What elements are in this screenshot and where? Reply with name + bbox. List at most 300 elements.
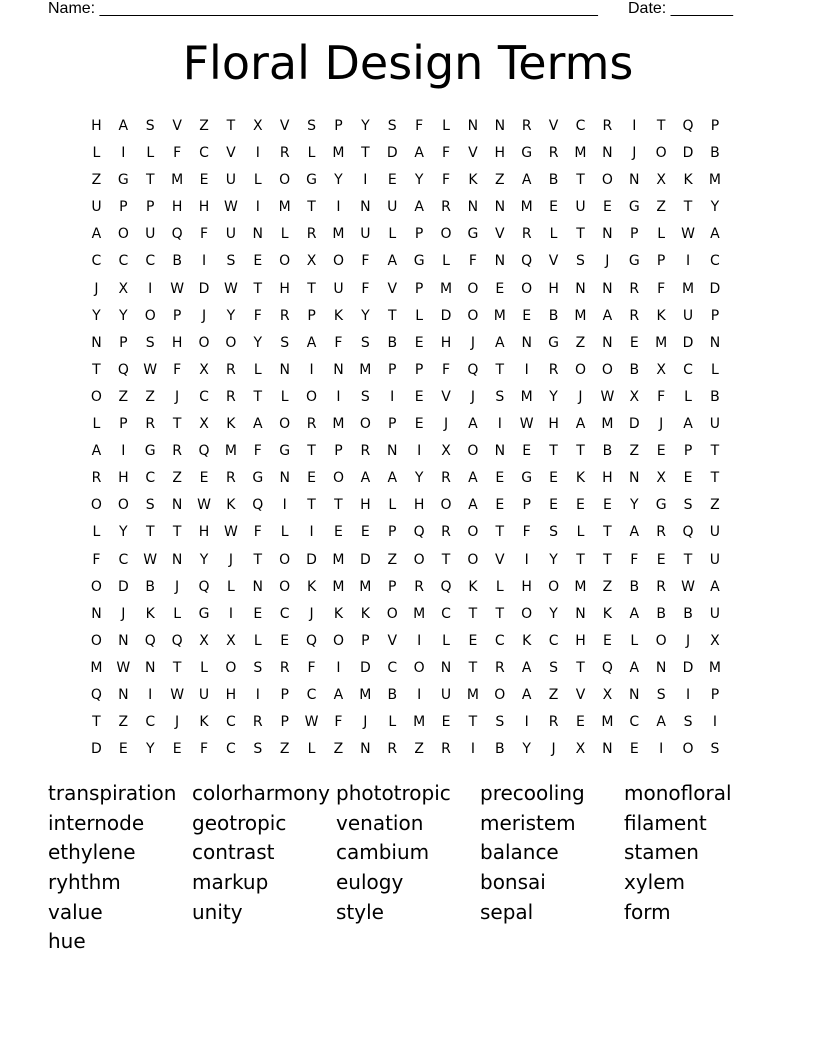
- grid-letter[interactable]: R: [360, 443, 371, 460]
- grid-letter[interactable]: W: [143, 361, 158, 378]
- grid-letter[interactable]: X: [199, 632, 209, 649]
- grid-letter[interactable]: R: [279, 145, 290, 162]
- grid-letter[interactable]: O: [279, 578, 291, 595]
- grid-letter[interactable]: O: [332, 253, 344, 270]
- grid-letter[interactable]: U: [198, 686, 210, 703]
- grid-letter[interactable]: B: [602, 443, 613, 460]
- grid-letter[interactable]: J: [175, 714, 180, 731]
- grid-letter[interactable]: R: [656, 524, 667, 541]
- grid-letter[interactable]: I: [228, 605, 233, 622]
- grid-letter[interactable]: F: [657, 388, 666, 405]
- grid-letter[interactable]: V: [575, 686, 586, 703]
- grid-letter[interactable]: I: [255, 686, 260, 703]
- grid-letter[interactable]: Q: [198, 578, 210, 595]
- grid-letter[interactable]: I: [712, 714, 717, 731]
- grid-letter[interactable]: Q: [467, 361, 479, 378]
- grid-letter[interactable]: R: [306, 226, 317, 243]
- grid-letter[interactable]: I: [121, 443, 126, 460]
- grid-letter[interactable]: K: [602, 605, 612, 622]
- grid-letter[interactable]: R: [306, 416, 317, 433]
- grid-letter[interactable]: I: [524, 714, 529, 731]
- grid-letter[interactable]: E: [629, 741, 639, 758]
- grid-letter[interactable]: R: [91, 470, 102, 487]
- grid-letter[interactable]: E: [629, 334, 639, 351]
- grid-letter[interactable]: R: [172, 443, 182, 460]
- grid-letter[interactable]: C: [118, 253, 129, 270]
- grid-letter[interactable]: U: [440, 686, 452, 703]
- grid-letter[interactable]: J: [470, 334, 475, 351]
- grid-letter[interactable]: M: [359, 686, 372, 703]
- grid-letter[interactable]: P: [414, 226, 424, 243]
- grid-letter[interactable]: O: [279, 551, 291, 568]
- grid-letter[interactable]: W: [681, 578, 695, 595]
- grid-letter[interactable]: B: [683, 605, 693, 622]
- grid-letter[interactable]: A: [602, 307, 613, 324]
- grid-letter[interactable]: O: [574, 361, 586, 378]
- grid-letter[interactable]: Z: [495, 172, 505, 189]
- grid-letter[interactable]: J: [685, 632, 691, 649]
- grid-letter[interactable]: E: [387, 172, 397, 189]
- grid-letter[interactable]: E: [602, 199, 612, 216]
- grid-letter[interactable]: I: [336, 199, 341, 216]
- grid-letter[interactable]: O: [90, 388, 102, 405]
- grid-letter[interactable]: S: [387, 118, 397, 134]
- grid-letter[interactable]: K: [306, 578, 317, 595]
- grid-letter[interactable]: N: [602, 145, 613, 162]
- grid-letter[interactable]: C: [226, 714, 236, 731]
- grid-letter[interactable]: E: [602, 632, 612, 649]
- grid-letter[interactable]: Z: [548, 686, 559, 703]
- grid-letter[interactable]: R: [494, 659, 505, 676]
- grid-letter[interactable]: S: [145, 497, 155, 514]
- grid-letter[interactable]: G: [252, 470, 264, 487]
- grid-letter[interactable]: I: [148, 280, 153, 297]
- grid-letter[interactable]: H: [225, 686, 237, 703]
- grid-letter[interactable]: P: [683, 443, 693, 460]
- grid-letter[interactable]: R: [226, 361, 236, 378]
- grid-letter[interactable]: C: [629, 714, 640, 731]
- grid-letter[interactable]: W: [304, 714, 319, 731]
- grid-letter[interactable]: C: [441, 605, 451, 622]
- grid-letter[interactable]: I: [255, 145, 260, 162]
- grid-letter[interactable]: F: [468, 253, 477, 270]
- grid-letter[interactable]: H: [91, 118, 102, 134]
- grid-letter[interactable]: H: [279, 280, 290, 297]
- grid-letter[interactable]: R: [279, 307, 290, 324]
- grid-letter[interactable]: Y: [414, 470, 424, 487]
- grid-letter[interactable]: M: [332, 416, 345, 433]
- grid-letter[interactable]: N: [521, 334, 532, 351]
- grid-letter[interactable]: Y: [710, 199, 720, 216]
- grid-letter[interactable]: Q: [682, 524, 694, 541]
- grid-letter[interactable]: O: [198, 334, 210, 351]
- grid-letter[interactable]: A: [629, 659, 640, 676]
- grid-letter[interactable]: J: [659, 416, 664, 433]
- grid-letter[interactable]: L: [226, 578, 235, 595]
- grid-letter[interactable]: K: [333, 307, 344, 324]
- grid-letter[interactable]: M: [224, 443, 237, 460]
- grid-letter[interactable]: N: [629, 172, 640, 189]
- grid-letter[interactable]: V: [548, 118, 559, 134]
- grid-letter[interactable]: M: [171, 172, 184, 189]
- grid-letter[interactable]: S: [683, 497, 693, 514]
- grid-letter[interactable]: Z: [710, 497, 720, 514]
- grid-letter[interactable]: I: [282, 497, 287, 514]
- grid-letter[interactable]: T: [361, 145, 370, 162]
- grid-letter[interactable]: O: [521, 605, 533, 622]
- grid-letter[interactable]: A: [387, 470, 398, 487]
- grid-letter[interactable]: V: [441, 388, 451, 405]
- grid-letter[interactable]: T: [683, 199, 693, 216]
- grid-letter[interactable]: Q: [171, 226, 183, 243]
- grid-letter[interactable]: C: [575, 118, 586, 134]
- grid-letter[interactable]: C: [145, 714, 156, 731]
- grid-letter[interactable]: Y: [522, 741, 531, 758]
- grid-letter[interactable]: F: [361, 280, 370, 297]
- grid-letter[interactable]: Q: [198, 443, 210, 460]
- grid-letter[interactable]: U: [575, 199, 586, 216]
- grid-letter[interactable]: I: [336, 388, 341, 405]
- grid-letter[interactable]: M: [708, 172, 721, 189]
- grid-letter[interactable]: C: [710, 253, 720, 270]
- grid-letter[interactable]: T: [495, 524, 505, 541]
- grid-letter[interactable]: U: [709, 605, 721, 622]
- grid-letter[interactable]: E: [441, 714, 451, 731]
- grid-letter[interactable]: K: [468, 172, 478, 189]
- grid-letter[interactable]: N: [333, 361, 344, 378]
- grid-letter[interactable]: A: [387, 253, 398, 270]
- grid-letter[interactable]: E: [683, 470, 693, 487]
- grid-letter[interactable]: A: [468, 416, 478, 433]
- grid-letter[interactable]: T: [495, 605, 505, 622]
- grid-letter[interactable]: F: [173, 145, 182, 162]
- grid-letter[interactable]: L: [307, 145, 316, 162]
- grid-letter[interactable]: Z: [387, 551, 398, 568]
- grid-letter[interactable]: S: [280, 334, 290, 351]
- grid-letter[interactable]: T: [576, 551, 585, 568]
- grid-letter[interactable]: C: [199, 145, 209, 162]
- grid-letter[interactable]: F: [253, 443, 262, 460]
- grid-letter[interactable]: B: [495, 741, 505, 758]
- grid-letter[interactable]: O: [225, 659, 237, 676]
- grid-letter[interactable]: L: [173, 605, 182, 622]
- grid-letter[interactable]: X: [226, 632, 236, 649]
- grid-letter[interactable]: C: [279, 605, 290, 622]
- grid-letter[interactable]: L: [253, 361, 262, 378]
- grid-letter[interactable]: E: [549, 470, 559, 487]
- grid-letter[interactable]: N: [602, 334, 613, 351]
- grid-letter[interactable]: L: [200, 659, 208, 676]
- grid-letter[interactable]: T: [468, 659, 478, 676]
- grid-letter[interactable]: T: [307, 497, 316, 514]
- grid-letter[interactable]: K: [199, 714, 209, 731]
- grid-letter[interactable]: M: [413, 714, 426, 731]
- grid-letter[interactable]: N: [118, 686, 129, 703]
- grid-letter[interactable]: Y: [119, 307, 128, 324]
- grid-letter[interactable]: L: [388, 226, 397, 243]
- grid-letter[interactable]: M: [520, 199, 533, 216]
- grid-letter[interactable]: T: [172, 524, 182, 541]
- grid-letter[interactable]: E: [199, 470, 209, 487]
- grid-letter[interactable]: R: [548, 361, 559, 378]
- grid-letter[interactable]: A: [91, 443, 102, 460]
- grid-letter[interactable]: W: [223, 199, 238, 216]
- grid-letter[interactable]: D: [628, 416, 640, 433]
- grid-letter[interactable]: O: [90, 632, 102, 649]
- grid-letter[interactable]: Z: [91, 172, 102, 189]
- grid-letter[interactable]: L: [415, 307, 424, 324]
- grid-letter[interactable]: O: [655, 632, 667, 649]
- grid-letter[interactable]: W: [681, 226, 695, 243]
- grid-letter[interactable]: I: [659, 741, 664, 758]
- grid-letter[interactable]: O: [440, 497, 452, 514]
- grid-letter[interactable]: H: [440, 334, 452, 351]
- grid-letter[interactable]: G: [655, 497, 667, 514]
- grid-letter[interactable]: Z: [414, 741, 424, 758]
- grid-letter[interactable]: W: [223, 280, 238, 297]
- grid-letter[interactable]: I: [524, 551, 529, 568]
- grid-letter[interactable]: F: [522, 524, 531, 541]
- grid-letter[interactable]: X: [602, 686, 613, 703]
- grid-letter[interactable]: S: [576, 253, 585, 270]
- grid-letter[interactable]: T: [307, 199, 316, 216]
- grid-letter[interactable]: E: [199, 172, 209, 189]
- grid-letter[interactable]: W: [116, 659, 131, 676]
- grid-letter[interactable]: C: [683, 361, 693, 378]
- grid-letter[interactable]: D: [709, 280, 721, 297]
- grid-letter[interactable]: J: [175, 578, 180, 595]
- grid-letter[interactable]: T: [307, 443, 316, 460]
- grid-letter[interactable]: X: [656, 172, 666, 189]
- grid-letter[interactable]: R: [656, 578, 667, 595]
- grid-letter[interactable]: E: [253, 253, 263, 270]
- grid-letter[interactable]: Q: [90, 686, 102, 703]
- grid-letter[interactable]: K: [468, 578, 478, 595]
- grid-letter[interactable]: O: [601, 172, 613, 189]
- grid-letter[interactable]: O: [467, 307, 479, 324]
- grid-letter[interactable]: I: [309, 361, 314, 378]
- grid-letter[interactable]: M: [466, 686, 479, 703]
- grid-letter[interactable]: I: [417, 632, 422, 649]
- grid-letter[interactable]: G: [279, 443, 291, 460]
- grid-letter[interactable]: N: [91, 605, 102, 622]
- grid-letter[interactable]: J: [228, 551, 233, 568]
- grid-letter[interactable]: U: [145, 226, 156, 243]
- grid-letter[interactable]: K: [333, 605, 344, 622]
- grid-letter[interactable]: T: [710, 470, 720, 487]
- grid-letter[interactable]: O: [279, 253, 291, 270]
- grid-letter[interactable]: R: [629, 307, 640, 324]
- grid-letter[interactable]: O: [682, 741, 694, 758]
- grid-letter[interactable]: P: [710, 686, 720, 703]
- grid-letter[interactable]: A: [683, 416, 693, 433]
- grid-letter[interactable]: G: [117, 172, 129, 189]
- grid-letter[interactable]: L: [576, 524, 585, 541]
- grid-letter[interactable]: A: [333, 686, 344, 703]
- grid-letter[interactable]: T: [92, 714, 101, 731]
- grid-letter[interactable]: C: [91, 253, 102, 270]
- grid-letter[interactable]: L: [442, 632, 450, 649]
- grid-letter[interactable]: Q: [682, 118, 694, 134]
- grid-letter[interactable]: P: [656, 253, 666, 270]
- grid-letter[interactable]: W: [519, 416, 534, 433]
- grid-letter[interactable]: V: [279, 118, 290, 134]
- grid-letter[interactable]: Y: [199, 551, 209, 568]
- grid-letter[interactable]: N: [279, 361, 290, 378]
- grid-letter[interactable]: B: [656, 605, 666, 622]
- grid-letter[interactable]: T: [253, 388, 263, 405]
- grid-letter[interactable]: J: [363, 714, 368, 731]
- grid-letter[interactable]: I: [201, 253, 207, 270]
- grid-letter[interactable]: K: [226, 416, 236, 433]
- grid-letter[interactable]: V: [495, 226, 505, 243]
- grid-letter[interactable]: F: [307, 659, 316, 676]
- grid-letter[interactable]: N: [279, 470, 290, 487]
- grid-letter[interactable]: U: [360, 226, 371, 243]
- grid-letter[interactable]: K: [575, 470, 586, 487]
- grid-letter[interactable]: S: [495, 714, 505, 731]
- grid-letter[interactable]: N: [467, 118, 479, 134]
- grid-letter[interactable]: F: [630, 551, 639, 568]
- grid-letter[interactable]: C: [306, 686, 317, 703]
- grid-letter[interactable]: E: [602, 497, 612, 514]
- grid-letter[interactable]: B: [710, 388, 720, 405]
- grid-letter[interactable]: W: [170, 686, 185, 703]
- grid-letter[interactable]: Y: [119, 524, 128, 541]
- grid-letter[interactable]: U: [225, 172, 237, 189]
- grid-letter[interactable]: S: [683, 714, 693, 731]
- grid-letter[interactable]: B: [629, 361, 640, 378]
- grid-letter[interactable]: O: [359, 416, 371, 433]
- grid-letter[interactable]: O: [117, 497, 129, 514]
- grid-letter[interactable]: T: [387, 307, 397, 324]
- grid-letter[interactable]: I: [417, 443, 422, 460]
- grid-letter[interactable]: T: [468, 605, 478, 622]
- grid-letter[interactable]: N: [709, 334, 721, 351]
- grid-letter[interactable]: C: [199, 388, 209, 405]
- grid-letter[interactable]: P: [361, 632, 370, 649]
- grid-letter[interactable]: T: [576, 172, 585, 189]
- grid-letter[interactable]: B: [387, 686, 398, 703]
- grid-letter[interactable]: X: [656, 361, 666, 378]
- grid-letter[interactable]: P: [119, 416, 128, 433]
- grid-letter[interactable]: Z: [145, 388, 156, 405]
- grid-letter[interactable]: Y: [334, 172, 343, 189]
- grid-letter[interactable]: I: [336, 659, 341, 676]
- grid-letter[interactable]: N: [252, 226, 264, 243]
- grid-letter[interactable]: F: [657, 280, 666, 297]
- grid-letter[interactable]: T: [172, 659, 182, 676]
- grid-letter[interactable]: R: [279, 659, 290, 676]
- grid-letter[interactable]: B: [710, 145, 720, 162]
- grid-letter[interactable]: B: [172, 253, 182, 270]
- grid-letter[interactable]: O: [548, 578, 560, 595]
- grid-letter[interactable]: F: [173, 361, 182, 378]
- grid-letter[interactable]: A: [521, 172, 532, 189]
- grid-letter[interactable]: M: [681, 280, 695, 297]
- grid-letter[interactable]: Y: [549, 551, 558, 568]
- grid-letter[interactable]: K: [145, 605, 155, 622]
- grid-letter[interactable]: S: [360, 388, 370, 405]
- grid-letter[interactable]: C: [118, 551, 129, 568]
- grid-letter[interactable]: N: [360, 199, 371, 216]
- grid-letter[interactable]: N: [467, 199, 479, 216]
- grid-letter[interactable]: L: [307, 741, 316, 758]
- grid-letter[interactable]: B: [629, 578, 640, 595]
- grid-letter[interactable]: U: [387, 199, 398, 216]
- grid-letter[interactable]: N: [494, 443, 506, 460]
- grid-letter[interactable]: P: [388, 361, 397, 378]
- grid-letter[interactable]: R: [441, 741, 451, 758]
- grid-letter[interactable]: W: [223, 524, 238, 541]
- grid-letter[interactable]: Q: [413, 524, 425, 541]
- grid-letter[interactable]: I: [417, 686, 422, 703]
- grid-letter[interactable]: D: [359, 551, 371, 568]
- grid-letter[interactable]: P: [280, 686, 289, 703]
- grid-letter[interactable]: U: [91, 199, 102, 216]
- grid-letter[interactable]: W: [197, 497, 211, 514]
- grid-letter[interactable]: M: [359, 578, 372, 595]
- grid-letter[interactable]: X: [118, 280, 129, 297]
- grid-letter[interactable]: Q: [306, 632, 318, 649]
- grid-letter[interactable]: Z: [575, 334, 586, 351]
- grid-letter[interactable]: E: [414, 388, 424, 405]
- grid-letter[interactable]: G: [198, 605, 210, 622]
- grid-letter[interactable]: M: [574, 145, 587, 162]
- grid-letter[interactable]: O: [279, 172, 291, 189]
- grid-letter[interactable]: A: [521, 659, 532, 676]
- grid-letter[interactable]: R: [387, 741, 398, 758]
- grid-letter[interactable]: Z: [333, 741, 344, 758]
- grid-letter[interactable]: O: [655, 145, 667, 162]
- grid-letter[interactable]: N: [602, 741, 613, 758]
- grid-letter[interactable]: O: [90, 578, 102, 595]
- grid-letter[interactable]: I: [632, 118, 637, 134]
- grid-letter[interactable]: N: [602, 226, 613, 243]
- grid-letter[interactable]: F: [253, 524, 262, 541]
- grid-letter[interactable]: H: [575, 632, 586, 649]
- grid-letter[interactable]: A: [521, 686, 532, 703]
- grid-letter[interactable]: C: [387, 659, 398, 676]
- grid-letter[interactable]: V: [387, 280, 398, 297]
- grid-letter[interactable]: O: [467, 443, 479, 460]
- grid-letter[interactable]: V: [495, 551, 505, 568]
- grid-letter[interactable]: J: [201, 307, 207, 324]
- grid-letter[interactable]: T: [307, 280, 316, 297]
- grid-letter[interactable]: T: [145, 524, 155, 541]
- grid-letter[interactable]: V: [548, 253, 559, 270]
- grid-letter[interactable]: S: [549, 524, 559, 541]
- grid-letter[interactable]: Q: [601, 659, 613, 676]
- grid-letter[interactable]: T: [253, 280, 263, 297]
- grid-letter[interactable]: R: [145, 416, 156, 433]
- grid-letter[interactable]: Y: [549, 388, 558, 405]
- grid-letter[interactable]: Q: [144, 632, 156, 649]
- grid-letter[interactable]: P: [388, 416, 397, 433]
- grid-letter[interactable]: M: [601, 416, 614, 433]
- grid-letter[interactable]: I: [685, 686, 691, 703]
- grid-letter[interactable]: M: [332, 551, 345, 568]
- grid-letter[interactable]: Y: [92, 307, 101, 324]
- grid-letter[interactable]: P: [172, 307, 182, 324]
- grid-letter[interactable]: H: [198, 524, 210, 541]
- grid-letter[interactable]: O: [601, 361, 613, 378]
- grid-letter[interactable]: I: [148, 686, 153, 703]
- grid-letter[interactable]: V: [387, 632, 398, 649]
- grid-letter[interactable]: G: [628, 199, 640, 216]
- grid-letter[interactable]: K: [683, 172, 693, 189]
- grid-letter[interactable]: C: [145, 470, 156, 487]
